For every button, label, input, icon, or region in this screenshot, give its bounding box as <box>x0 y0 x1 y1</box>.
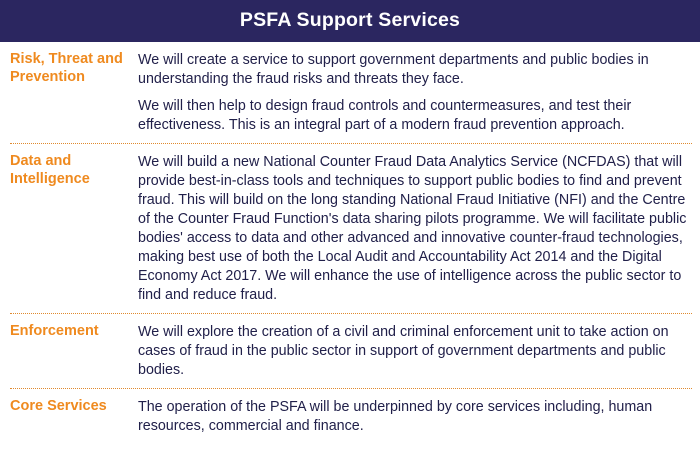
table-row <box>10 42 692 143</box>
row-paragraph: We will explore the creation of a civil and criminal enforcement unit to take action on cases of fraud in the public sector in support of government departments and public bodies. <box>138 324 669 378</box>
table-header-title: PSFA Support Services <box>0 0 700 42</box>
row-label-enforcement: Enforcement <box>10 323 99 339</box>
row-paragraph: We will then help to design fraud controls and countermeasures, and test their effectiveness. This is an integral part of a modern fraud prevention approach. <box>138 98 632 133</box>
row-label-data-and-intelligence: Data and Intelligence <box>10 153 90 187</box>
row-paragraph: We will build a new National Counter Fraud Data Analytics Service (NCFDAS) that will provide best-in-class tools and techniques to support public bodies to find and prevent fraud. This will build on the long standing National Fraud Initiative (NFI) and the Centre of the Counter Fraud Function's data sharing pilots programme. We will facilitate public bodies' access to data and other advanced and innovative counter-fraud technologies, making best use of both the Local Audit and Accountability Act 2014 and the Digital Economy Act 2017. We will enhance the use of intelligence across the public sector to find and reduce fraud. <box>138 154 687 303</box>
table-body <box>0 42 700 444</box>
row-paragraph: The operation of the PSFA will be underpinned by core services including, human resources, commercial and finance. <box>138 399 653 434</box>
table-row <box>10 388 692 444</box>
row-body-data-and-intelligence <box>138 153 692 305</box>
row-body-risk-threat-and-prevention <box>138 51 692 135</box>
row-body-enforcement <box>138 323 692 380</box>
row-body-core-services <box>138 398 692 436</box>
table-row <box>10 143 692 313</box>
row-label-risk-threat-and-prevention: Risk, Threat and Prevention <box>10 51 123 85</box>
table-row <box>10 313 692 388</box>
row-paragraph: We will create a service to support government departments and public bodies in understanding the fraud risks and threats they face. <box>138 52 649 87</box>
row-label-core-services: Core Services <box>10 398 107 414</box>
